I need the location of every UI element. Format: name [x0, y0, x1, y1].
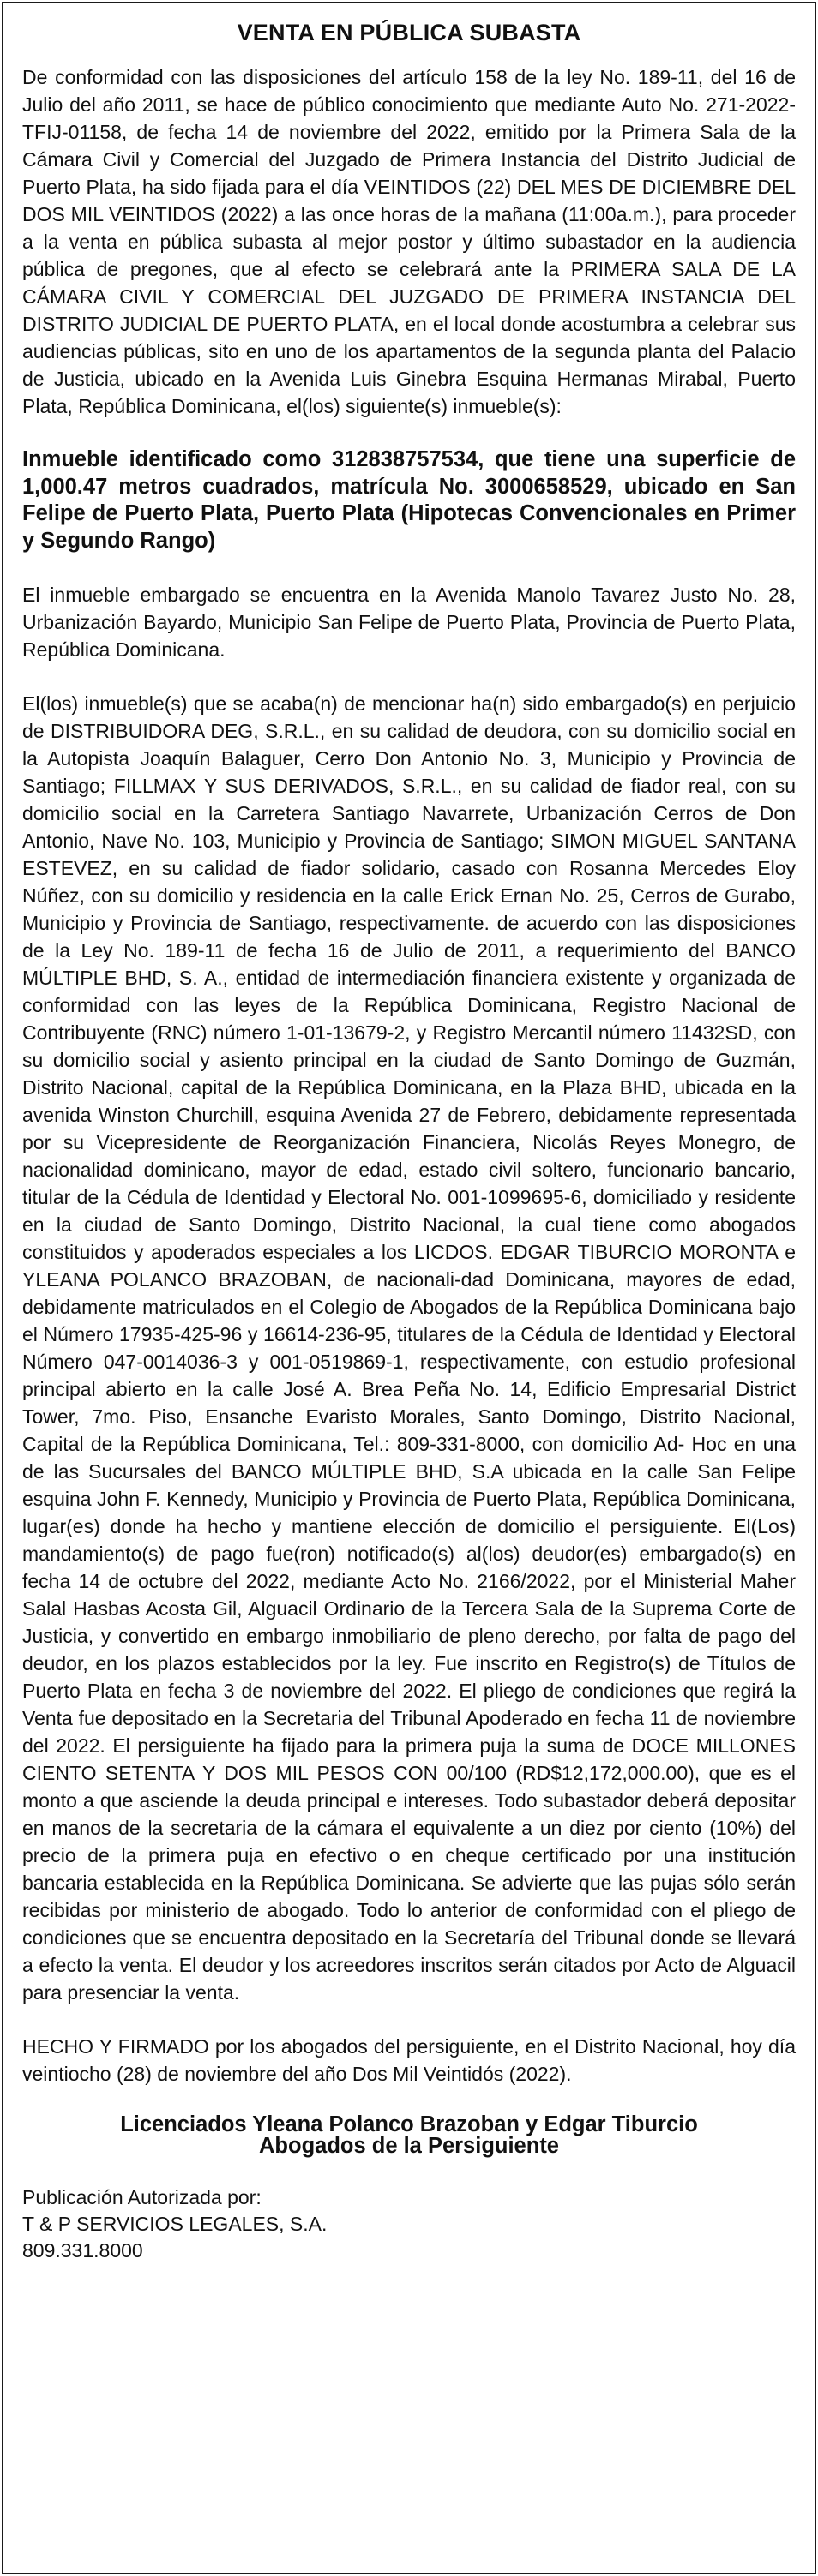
public-auction-notice: [2, 2, 816, 2574]
property-identification-paragraph: Inmueble identificado como 312838757534, que tiene una superficie de 1,000.47 metros cuadrados, matrícula No. 3000658529, ubicado en San Felipe de Puerto Plata, Puerto Plata (Hipotecas Convencionales en Primer y Segundo Rango): [22, 447, 796, 553]
notice-title: VENTA EN PÚBLICA SUBASTA: [237, 20, 581, 45]
signed-statement-paragraph: HECHO Y FIRMADO por los abogados del persiguiente, en el Distrito Nacional, hoy día veintiocho (28) de noviembre del año Dos Mil Veintidós (2022).: [22, 2035, 796, 2085]
footer-authorized-label: Publicación Autorizada por:: [22, 2186, 262, 2208]
footer-company: T & P SERVICIOS LEGALES, S.A.: [22, 2213, 328, 2235]
auction-announcement-paragraph: De conformidad con las disposiciones del artículo 158 de la ley No. 189-11, del 16 de Julio del año 2011, se hace de público conocimiento que mediante Auto No. 271-2022-TFIJ-01158, de fecha 14 de noviembre del 2022, emitido por la Primera Sala de la Cámara Civil y Comercial del Juzgado de Primera Instancia del Distrito Judicial de Puerto Plata, ha sido fijada para el día VEINTIDOS (22) DEL MES DE DICIEMBRE DEL DOS MIL VEINTIDOS (2022) a las once horas de la mañana (11:00a.m.), para proceder a la venta en pública subasta al mejor postor y último subastador en la audiencia pública de pregones, que al efecto se celebrará ante la PRIMERA SALA DE LA CÁMARA CIVIL Y COMERCIAL DEL JUZGADO DE PRIMERA INSTANCIA DEL DISTRITO JUDICIAL DE PUERTO PLATA, en el local donde acostumbra a celebrar sus audiencias públicas, sito en uno de los apartamentos de la segunda planta del Palacio de Justicia, ubicado en la Avenida Luis Ginebra Esquina Hermanas Mirabal, Puerto Plata, República Dominicana, el(los) siguiente(s) inmueble(s):: [22, 66, 796, 417]
signature-role: Abogados de la Persiguiente: [259, 2134, 559, 2158]
publication-footer: [22, 2184, 796, 2264]
signature-block: [22, 2114, 796, 2157]
footer-phone: 809.331.8000: [22, 2239, 143, 2261]
signature-lawyers: Licenciados Yleana Polanco Brazoban y Edgar Tiburcio: [120, 2112, 698, 2136]
seizure-details-paragraph: El(los) inmueble(s) que se acaba(n) de mencionar ha(n) sido embargado(s) en perjuicio de DISTRIBUIDORA DEG, S.R.L., en su calidad de deudora, con su domicilio social en la Autopista Joaquín Balaguer, Cerro Don Antonio No. 3, Municipio y Provincia de Santiago; FILLMAX Y SUS DERIVADOS, S.R.L., en su calidad de fiador real, con su domicilio social en la Carretera Santiago Navarrete, Urbanización Cerros de Don Antonio, Nave No. 103, Municipio y Provincia de Santiago; SIMON MIGUEL SANTANA ESTEVEZ, en su calidad de fiador solidario, casado con Rosanna Mercedes Eloy Núñez, con su domicilio y residencia en la calle Erick Ernan No. 25, Cerros de Gurabo, Municipio y Provincia de Santiago, respectivamente. de acuerdo con las disposiciones de la Ley No. 189-11 de fecha 16 de Julio de 2011, a requerimiento del BANCO MÚLTIPLE BHD, S. A., entidad de intermediación financiera existente y organizada de conformidad con las leyes de la República Dominicana, Registro Nacional de Contribuyente (RNC) número 1-01-13679-2, y Registro Mercantil número 11432SD, con su domicilio social y asiento principal en la ciudad de Santo Domingo de Guzmán, Distrito Nacional, capital de la República Dominicana, en la Plaza BHD, ubicada en la avenida Winston Churchill, esquina Avenida 27 de Febrero, debidamente representada por su Vicepresidente de Reorganización Financiera, Nicolás Reyes Monegro, de nacionalidad dominicano, mayor de edad, estado civil soltero, funcionario bancario, titular de la Cédula de Identidad y Electoral No. 001-1099695-6, domiciliado y residente en la ciudad de Santo Domingo, Distrito Nacional, la cual tiene como abogados constituidos y apoderados especiales a los LICDOS. EDGAR TIBURCIO MORONTA e YLEANA POLANCO BRAZOBAN, de nacionali-dad Dominicana, mayores de edad, debidamente matriculados en el Colegio de Abogados de la República Dominicana bajo el Número 17935-425-96 y 16614-236-95, titulares de la Cédula de Identidad y Electoral Número 047-0014036-3 y 001-0519869-1, respectivamente, con estudio profesional principal abierto en la calle José A. Brea Peña No. 14, Edificio Empresarial District Tower, 7mo. Piso, Ensanche Evaristo Morales, Santo Domingo, Distrito Nacional, Capital de la República Dominicana, Tel.: 809-331-8000, con domicilio Ad- Hoc en una de las Sucursales del BANCO MÚLTIPLE BHD, S.A ubicada en la calle San Felipe esquina John F. Kennedy, Municipio y Provincia de Puerto Plata, República Dominicana, lugar(es) donde ha hecho y mantiene elección de domicilio el persiguiente. El(Los) mandamiento(s) de pago fue(ron) notificado(s) al(los) deudor(es) embargado(s) en fecha 14 de octubre del 2022, mediante Acto No. 2166/2022, por el Ministerial Maher Salal Hasbas Acosta Gil, Alguacil Ordinario de la Tercera Sala de la Suprema Corte de Justicia, y convertido en embargo inmobiliario de pleno derecho, por falta de pago del deudor, en los plazos establecidos por la ley. Fue inscrito en Registro(s) de Títulos de Puerto Plata en fecha 3 de noviembre del 2022. El pliego de condiciones que regirá la Venta fue depositado en la Secretaria del Tribunal Apoderado en fecha 11 de noviembre del 2022. El persiguiente ha fijado para la primera puja la suma de DOCE MILLONES CIENTO SETENTA Y DOS MIL PESOS CON 00/100 (RD$12,172,000.00), que es el monto a que asciende la deuda principal e intereses. Todo subastador deberá depositar en manos de la secretaria de la cámara el equivalente a un diez por ciento (10%) del precio de la primera puja en efectivo o en cheque certificado por una institución bancaria establecida en la República Dominicana. Se advierte que las pujas sólo serán recibidas por ministerio de abogado. Todo lo anterior de conformidad con el pliego de condiciones que se encuentra depositado en la Secretaría del Tribunal donde se llevará a efecto la venta. El deudor y los acreedores inscritos serán citados por Acto de Alguacil para presenciar la venta.: [22, 692, 796, 2004]
property-location-paragraph: El inmueble embargado se encuentra en la Avenida Manolo Tavarez Justo No. 28, Urbanización Bayardo, Municipio San Felipe de Puerto Plata, Provincia de Puerto Plata, República Dominicana.: [22, 584, 796, 661]
